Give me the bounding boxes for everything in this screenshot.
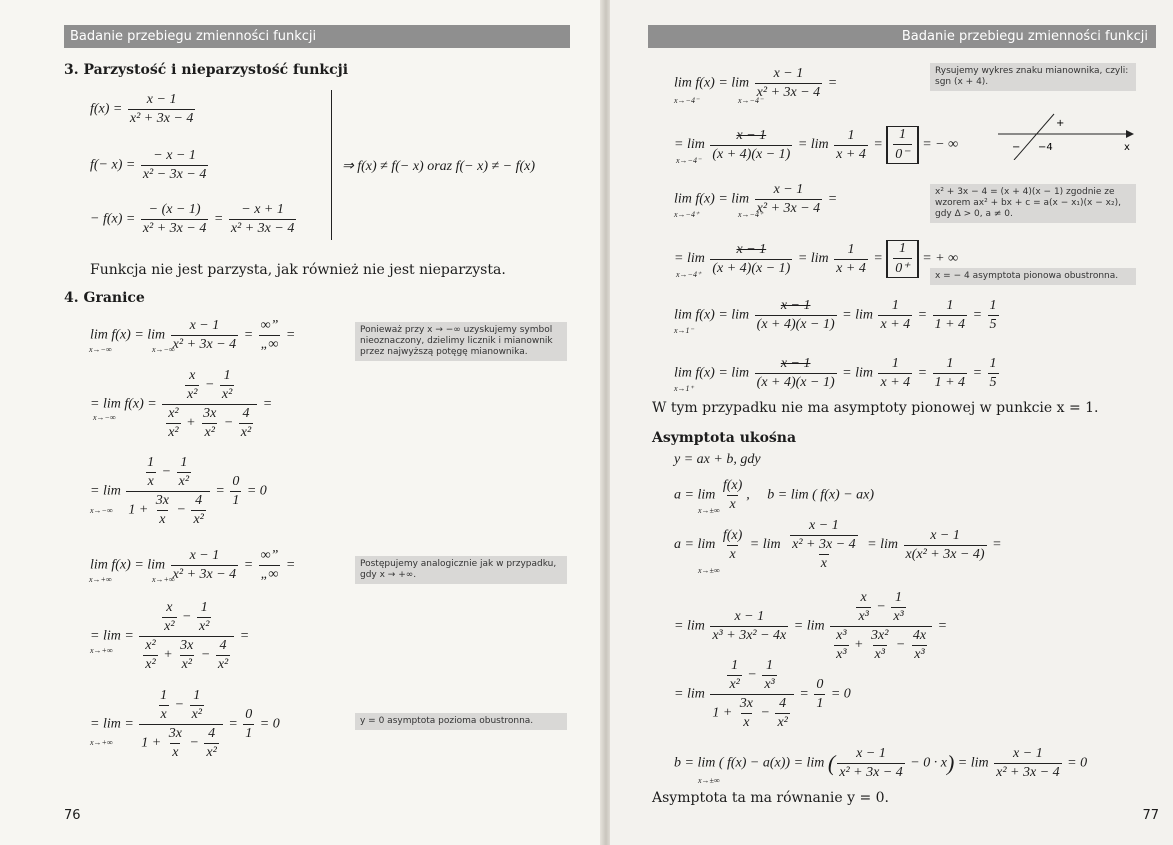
sign-chart bbox=[998, 112, 1138, 160]
r5-sub: x→1⁻ bbox=[674, 326, 694, 335]
note-sign-chart: Rysujemy wykres znaku mianownika, czyli: sgn (x + 4). bbox=[930, 63, 1136, 91]
implication: ⇒ f(x) ≠ f(− x) oraz f(− x) ≠ − f(x) bbox=[342, 159, 536, 174]
sign-plus: + bbox=[1056, 118, 1065, 129]
sign-x-label: x bbox=[1124, 142, 1130, 153]
limit-step-4: = lim = $\frac{x}{\text{x²}}$ − $\frac{1}{\text{x²}}$ $\frac{\text{x²}}{\text{x²}}$ + $\frac{3x}{\text{x²}}$ − $\frac{4}{\text{x²}}$ = bbox=[90, 600, 250, 672]
a-calculation: a = lim $\frac{f(x)}{x}$ = lim $\frac{\frac{x - 1}{\text{x² + 3x − 4}}}{x}$ = lim $\frac{x - 1}{\text{x(x² + 3x − 4)}}$ = bbox=[674, 518, 1002, 571]
lim2-sub2: x→+∞ bbox=[152, 575, 175, 584]
right-limit-5: lim f(x) = lim $\frac{x - 1}{(x + 4)(x - 1)}$ = lim $\frac{1}{x + 4}$ = $\frac{1}{1 + 4}$ = $\frac{1}{5}$ bbox=[674, 298, 997, 332]
r1-sub: x→−4⁻ bbox=[674, 96, 700, 105]
lim2-sub: x→+∞ bbox=[89, 575, 112, 584]
note-horizontal-asymptote: y = 0 asymptota pozioma obustronna. bbox=[355, 713, 567, 730]
b-calculation: b = lim ( f(x) − a(x)) = lim ( $\frac{x - 1}{\text{x² + 3x − 4}}$ − 0 · x) = lim $\frac{x - 1}{\text{x² + 3x − 4}}$ = 0 bbox=[674, 746, 1088, 780]
eq-f-minus-x: f(− x) = $\frac{- x - 1}{\text{x² − 3x − 4}}$ bbox=[90, 148, 207, 182]
r4-sub: x→−4⁺ bbox=[676, 270, 702, 279]
sign-line bbox=[1014, 114, 1054, 160]
b-calc-sub: x→±∞ bbox=[698, 776, 720, 785]
note-indeterminate: Ponieważ przy x → −∞ uzyskujemy symbol nieoznaczony, dzielimy licznik i mianownik przez najwyższą potęgę mianownika. bbox=[355, 322, 567, 361]
sign-axis-arrow bbox=[1126, 130, 1134, 138]
limit-step-2: = lim f(x) = $\frac{x}{\text{x²}}$ − $\frac{1}{\text{x²}}$ $\frac{\text{x²}}{\text{x²}}$ + $\frac{3x}{\text{x²}}$ − $\frac{4}{\text{x²}}$ = bbox=[90, 368, 273, 440]
right-brace bbox=[327, 90, 332, 240]
step5-sub: x→+∞ bbox=[90, 738, 113, 747]
a-step-2: = lim $\frac{x - 1}{\text{x³ + 3x² − 4x}}$ = lim $\frac{x}{\text{x³}}$ − $\frac{1}{\text{x³}}$ $\frac{\text{x³}}{\text{x³}}$ + $\frac{\text{3x²}}{\text{x³}}$ − $\frac{4x}{\text{x³}}$ = bbox=[674, 590, 948, 662]
step2-sub: x→−∞ bbox=[93, 413, 116, 422]
right-limit-1: lim f(x) = lim $\frac{x - 1}{\text{x² + 3x − 4}}$ = bbox=[674, 66, 838, 100]
limit-minus-inf: lim f(x) = lim $\frac{x - 1}{\text{x² + 3x − 4}}$ = ∞” „∞ = bbox=[90, 318, 296, 352]
left-header: Badanie przebiegu zmienności funkcji bbox=[64, 25, 570, 48]
section-3-title: 3. Parzystość i nieparzystość funkcji bbox=[64, 62, 349, 78]
right-limit-3: lim f(x) = lim $\frac{x - 1}{\text{x² + 3x − 4}}$ = bbox=[674, 182, 838, 216]
r3-sub2: x→−4⁺ bbox=[738, 210, 764, 219]
note-vertical-asymptote: x = − 4 asymptota pionowa obustronna. bbox=[930, 268, 1136, 285]
right-limit-6: lim f(x) = lim $\frac{x - 1}{(x + 4)(x - 1)}$ = lim $\frac{1}{x + 4}$ = $\frac{1}{1 + 4}$ = $\frac{1}{5}$ bbox=[674, 356, 997, 390]
r1-sub2: x→−4⁻ bbox=[738, 96, 764, 105]
limit-step-3: = lim $\frac{1}{x}$ − $\frac{1}{\text{x²}}$ 1 + $\frac{3x}{x}$ − $\frac{4}{\text{x²}}$ = $\frac{0}{1}$ = 0 bbox=[90, 455, 267, 527]
right-limit-4: = lim $\frac{x - 1}{(x + 4)(x - 1)}$ = lim $\frac{1}{x + 4}$ = $\frac{1}{0^+}$ = + ∞ bbox=[674, 241, 959, 276]
limit-step-5: = lim = $\frac{1}{x}$ − $\frac{1}{\text{x²}}$ 1 + $\frac{3x}{x}$ − $\frac{4}{\text{x²}}$ = $\frac{0}{1}$ = 0 bbox=[90, 688, 280, 760]
section-4-title: 4. Granice bbox=[64, 290, 145, 306]
a-calc-sub: x→±∞ bbox=[698, 566, 720, 575]
r3-sub: x→−4⁺ bbox=[674, 210, 700, 219]
lim1-sub2: x→−∞ bbox=[152, 345, 175, 354]
sign-minus-four: −4 bbox=[1038, 142, 1053, 153]
no-vertical-asymptote: W tym przypadku nie ma asymptoty pionowej w punkcie x = 1. bbox=[652, 400, 1099, 416]
eq-minus-fx: − f(x) = $\frac{- (x - 1)}{\text{x² + 3x − 4}}$ = $\frac{- x + 1}{\text{x² + 3x − 4}}$ bbox=[90, 202, 295, 236]
eq-fx: f(x) = $\frac{x - 1}{\text{x² + 3x − 4}}$ bbox=[90, 92, 194, 126]
a-def-sub: x→±∞ bbox=[698, 506, 720, 515]
right-limit-2: = lim $\frac{x - 1}{(x + 4)(x - 1)}$ = lim $\frac{1}{x + 4}$ = $\frac{1}{0^-}$ = − ∞ bbox=[674, 127, 959, 162]
step3-sub: x→−∞ bbox=[90, 506, 113, 515]
lim1-sub: x→−∞ bbox=[89, 345, 112, 354]
oblique-title: Asymptota ukośna bbox=[652, 430, 797, 446]
page-number-left: 76 bbox=[64, 808, 81, 823]
sign-minus: − bbox=[1012, 142, 1021, 153]
limit-plus-inf: lim f(x) = lim $\frac{x - 1}{\text{x² + 3x − 4}}$ = ∞” „∞ = bbox=[90, 548, 296, 582]
final-statement: Asymptota ta ma równanie y = 0. bbox=[652, 790, 890, 806]
r2-sub: x→−4⁻ bbox=[676, 156, 702, 165]
r6-sub: x→1⁺ bbox=[674, 384, 694, 393]
a-b-definitions: a = lim $\frac{f(x)}{x}$ , b = lim ( f(x) − ax) bbox=[674, 478, 875, 512]
parity-conclusion: Funkcja nie jest parzysta, jak również nie jest nieparzysta. bbox=[90, 262, 506, 278]
oblique-def: y = ax + b, gdy bbox=[674, 452, 761, 467]
step4-sub: x→+∞ bbox=[90, 646, 113, 655]
note-factorization: x² + 3x − 4 = (x + 4)(x − 1) zgodnie ze wzorem ax² + bx + c = a(x − x₁)(x − x₂), gdy Δ > 0, a ≠ 0. bbox=[930, 184, 1136, 223]
right-page bbox=[610, 0, 1173, 845]
right-header: Badanie przebiegu zmienności funkcji bbox=[648, 25, 1156, 48]
page-number-right: 77 bbox=[1142, 808, 1159, 823]
note-analogous: Postępujemy analogicznie jak w przypadku, gdy x → +∞. bbox=[355, 556, 567, 584]
a-step-3: = lim $\frac{1}{\text{x²}}$ − $\frac{1}{\text{x³}}$ 1 + $\frac{3x}{x}$ − $\frac{4}{\text{x²}}$ = $\frac{0}{1}$ = 0 bbox=[674, 658, 851, 730]
